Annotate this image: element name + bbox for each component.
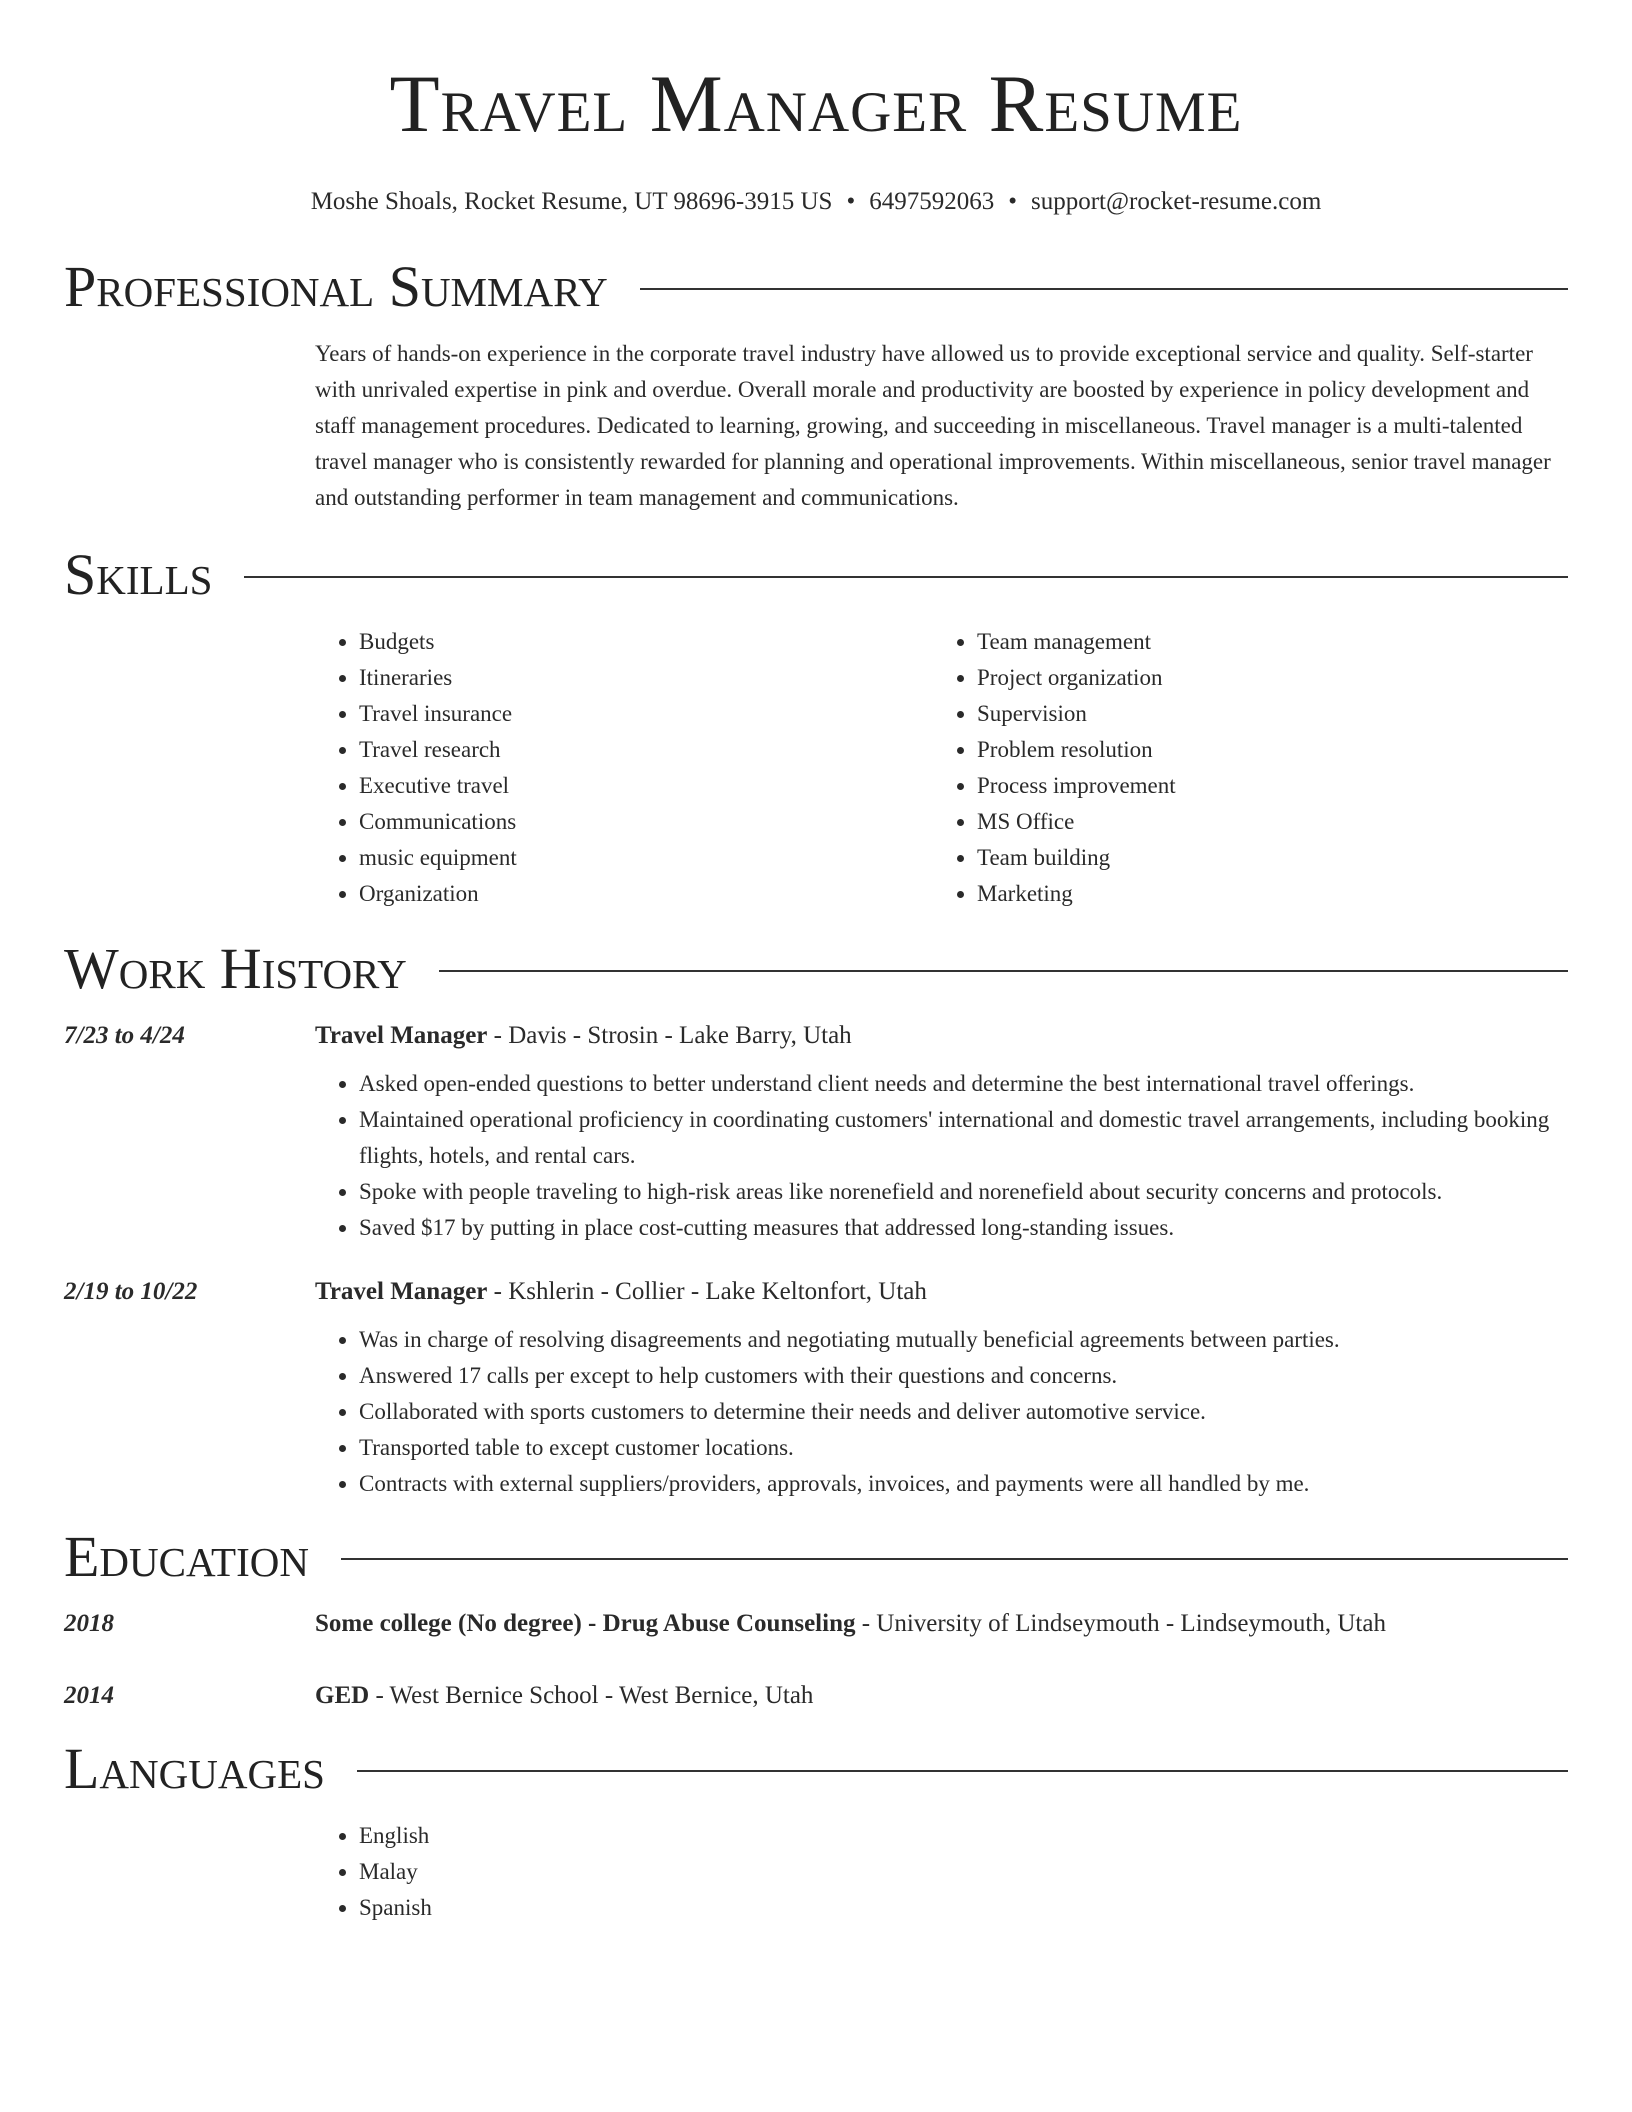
- languages-section-header: [64, 1734, 1568, 1804]
- skill-item: • Supervision: [977, 696, 1551, 732]
- education-degree: Some college (No degree) - Drug Abuse Counseling: [315, 1610, 856, 1637]
- job-bullet: • Spoke with people traveling to high-risk areas like norenefield and norenefield about security concerns and protocols.: [359, 1174, 1568, 1210]
- job-header: [64, 1274, 1568, 1310]
- education-description: [315, 1606, 1386, 1642]
- resume-title: Travel Manager Resume: [389, 58, 1243, 149]
- job-company: - Davis - Strosin - Lake Barry, Utah: [487, 1022, 852, 1049]
- skill-item: • music equipment: [359, 840, 933, 876]
- job-bullets: [315, 1066, 1568, 1246]
- job-entry: [64, 1274, 1568, 1502]
- job-bullet: • Asked open-ended questions to better understand client needs and determine the best international travel offerings.: [359, 1066, 1568, 1102]
- languages-heading: Languages: [64, 1736, 325, 1801]
- job-bullet: • Transported table to except customer locations.: [359, 1430, 1568, 1466]
- skills-section-header: [64, 540, 1568, 610]
- job-bullet: • Saved $17 by putting in place cost-cutting measures that addressed long-standing issues.: [359, 1210, 1568, 1246]
- education-entry: [64, 1606, 1568, 1642]
- summary-text: Years of hands-on experience in the corporate travel industry have allowed us to provide exceptional service and quality. Self-starter with unrivaled expertise in pink and overdue. Overall morale and productivity are boosted by experience in policy development and staff management procedures. Dedicated to learning, growing, and succeeding in miscellaneous. Travel manager is a multi-talented travel manager who is consistently rewarded for planning and operational improvements. Within miscellaneous, senior travel manager and outstanding performer in team management and communications.: [315, 341, 1551, 510]
- work-heading: Work History: [64, 936, 407, 1001]
- skill-item: • Team building: [977, 840, 1551, 876]
- contact-email: support@rocket-resume.com: [1030, 188, 1322, 215]
- skill-item: • Executive travel: [359, 768, 933, 804]
- job-company: - Kshlerin - Collier - Lake Keltonfort, Utah: [487, 1278, 927, 1305]
- job-entry: [64, 1018, 1568, 1246]
- education-section-header: [64, 1522, 1568, 1592]
- job-bullet: • Collaborated with sports customers to determine their needs and deliver automotive service.: [359, 1394, 1568, 1430]
- education-heading: Education: [64, 1524, 309, 1589]
- section-divider: [640, 288, 1568, 290]
- language-item: • Spanish: [359, 1890, 1568, 1926]
- skill-item: • Communications: [359, 804, 933, 840]
- job-title: Travel Manager: [315, 1022, 488, 1049]
- section-divider: [341, 1558, 1568, 1560]
- skill-item: • MS Office: [977, 804, 1551, 840]
- skills-column-right: [933, 624, 1551, 912]
- job-bullet: • Maintained operational proficiency in coordinating customers' international and domestic travel arrangements, including booking flights, hotels, and rental cars.: [359, 1102, 1568, 1174]
- section-divider: [357, 1770, 1568, 1772]
- summary-section-header: [64, 252, 1568, 322]
- job-bullets: [315, 1322, 1568, 1502]
- skill-item: • Organization: [359, 876, 933, 912]
- languages-list: [315, 1818, 1568, 1926]
- education-year: 2014: [64, 1682, 114, 1709]
- skill-item: • Process improvement: [977, 768, 1551, 804]
- skills-heading: Skills: [64, 542, 213, 607]
- education-school: - West Bernice School - West Bernice, Utah: [369, 1682, 814, 1709]
- skills-list: [315, 624, 1568, 912]
- job-bullet: • Contracts with external suppliers/providers, approvals, invoices, and payments were all handled by me.: [359, 1466, 1568, 1502]
- education-entry: [64, 1678, 1568, 1714]
- job-bullet: • Was in charge of resolving disagreements and negotiating mutually beneficial agreements between parties.: [359, 1322, 1568, 1358]
- skill-item: • Team management: [977, 624, 1551, 660]
- education-degree: GED: [315, 1682, 370, 1709]
- skill-item: • Travel research: [359, 732, 933, 768]
- section-divider: [244, 576, 1568, 578]
- education-description: [315, 1678, 813, 1714]
- skill-item: • Project organization: [977, 660, 1551, 696]
- job-description: [315, 1274, 927, 1310]
- skill-item: • Problem resolution: [977, 732, 1551, 768]
- education-school: - University of Lindseymouth - Lindseymouth, Utah: [855, 1610, 1386, 1637]
- education-year: 2018: [64, 1610, 114, 1637]
- skill-item: • Budgets: [359, 624, 933, 660]
- language-item: • Malay: [359, 1854, 1568, 1890]
- job-dates: 7/23 to 4/24: [64, 1022, 185, 1049]
- job-bullet: • Answered 17 calls per except to help customers with their questions and concerns.: [359, 1358, 1568, 1394]
- skill-item: • Marketing: [977, 876, 1551, 912]
- contact-address: Moshe Shoals, Rocket Resume, UT 98696-3915 US: [310, 188, 833, 215]
- skills-column-left: [315, 624, 933, 912]
- contact-separator: •: [1008, 188, 1017, 215]
- summary-heading: Professional Summary: [64, 254, 608, 319]
- skill-item: • Travel insurance: [359, 696, 933, 732]
- job-description: [315, 1018, 852, 1054]
- job-title: Travel Manager: [315, 1278, 488, 1305]
- contact-separator: •: [846, 188, 856, 215]
- contact-phone: 6497592063: [869, 188, 995, 215]
- section-divider: [439, 970, 1568, 972]
- work-section-header: [64, 934, 1568, 1004]
- language-item: • English: [359, 1818, 1568, 1854]
- skill-item: • Itineraries: [359, 660, 933, 696]
- contact-line: [64, 186, 1568, 218]
- job-header: [64, 1018, 1568, 1054]
- job-dates: 2/19 to 10/22: [64, 1278, 198, 1305]
